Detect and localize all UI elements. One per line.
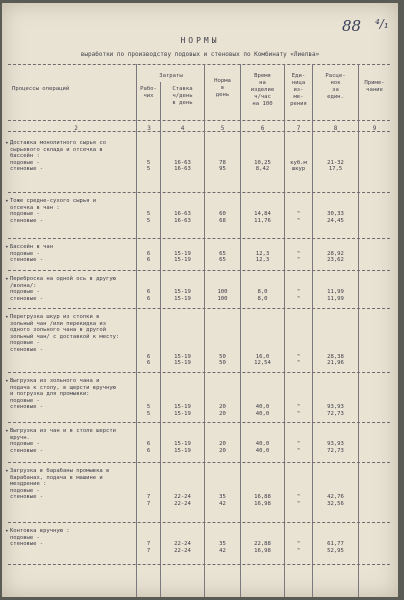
row-workers: 6 6 xyxy=(146,353,151,367)
row-operation: Выгрузка из чан и в столе шерсти вручн. подовые - стеновые - xyxy=(10,428,116,454)
row-norm: 20 20 xyxy=(219,404,226,417)
row-operation: Бассейн в чан подовые - стеновые - xyxy=(10,244,54,264)
col-number: 6 xyxy=(260,125,265,132)
row-operation: Загрузка в барабаны промывка в барабанах, подача в машине и мездрение : подовые - стеновые - xyxy=(10,468,110,501)
row-unit: " " xyxy=(296,289,301,302)
row-workers: 6 6 xyxy=(146,441,151,454)
row-norm: 65 65 xyxy=(219,250,226,264)
row-rate: 22-24 22-24 xyxy=(174,494,191,507)
row-rate: 22-24 22-24 xyxy=(174,541,191,554)
row-unit: " " xyxy=(296,211,301,224)
folio-mark: ⁴/₁ xyxy=(375,17,389,31)
row-price: 42,76 32,56 xyxy=(327,494,344,507)
row-workers: 6 6 xyxy=(146,289,151,302)
page-subtitle: выработки по производству подовых и стеновых по Комбинату «Лиелва» xyxy=(80,51,320,58)
row-workers: 5 5 xyxy=(146,211,151,224)
row-operation: Перегрузка шкур из стопки в зольный чан /или перекидка из одного зольного чана в другой зольный чан/ с доставкой к месту: подовые - стеновые - xyxy=(10,314,120,353)
document-sheet xyxy=(2,3,398,597)
row-rate: 15-19 15-19 xyxy=(174,250,191,264)
row-norm: 35 42 xyxy=(219,494,226,507)
header-unit: Еди- ница из- ме- рения xyxy=(290,73,307,107)
header-rate: Ставка ч/день в день xyxy=(172,86,193,106)
row-rule xyxy=(8,522,390,523)
row-bullet: • xyxy=(5,428,9,435)
col-number: 9 xyxy=(372,125,377,132)
row-time: 16,0 12,54 xyxy=(254,353,271,367)
header-time: Время на изделие ч/час на 100 xyxy=(250,73,275,107)
row-rate: 16-63 16-63 xyxy=(174,211,191,224)
row-workers: 7 7 xyxy=(146,494,151,507)
row-unit: " " xyxy=(296,353,301,367)
row-bullet: • xyxy=(5,198,9,205)
col-number: 7 xyxy=(296,125,301,132)
row-rate: 15-19 15-19 xyxy=(174,289,191,302)
row-norm: 20 20 xyxy=(219,441,226,454)
page-title: НОРМЫ xyxy=(180,36,220,45)
row-time: 8,0 8,0 xyxy=(257,289,268,302)
row-price: 30,33 24,45 xyxy=(327,211,344,224)
header-group-norms: Затраты xyxy=(159,73,183,79)
row-bullet: • xyxy=(5,314,9,321)
row-operation: Тоже средне-сухого сырья и отсечка в чан : подовые - стеновые - xyxy=(10,198,97,224)
row-operation: Контовка вручную : подовые - стеновые - xyxy=(10,528,70,548)
row-norm: 100 100 xyxy=(217,289,228,302)
row-price: 21-32 17,5 xyxy=(327,159,344,173)
row-price: 28,92 23,62 xyxy=(327,250,344,264)
row-bullet: • xyxy=(5,244,9,251)
row-rule xyxy=(8,308,390,309)
row-norm: 35 42 xyxy=(219,541,226,554)
col-number: 5 xyxy=(220,125,225,132)
row-workers: 6 6 xyxy=(146,250,151,264)
row-bullet: • xyxy=(5,468,9,475)
row-unit: " " xyxy=(296,404,301,417)
row-rule xyxy=(8,192,390,193)
row-operation: Доставка монолитного сырья со сырьевого склада и отсечка в бассейн : подовые - стеновые - xyxy=(10,140,107,173)
col-number: 4 xyxy=(180,125,185,132)
row-time: 10,25 8,42 xyxy=(254,159,271,173)
row-rule xyxy=(8,238,390,239)
row-rule xyxy=(8,270,390,271)
row-time: 14,84 11,76 xyxy=(254,211,271,224)
header-operations: Процессы операций xyxy=(12,86,70,92)
row-rule xyxy=(8,564,390,565)
table-rule-top xyxy=(8,64,390,65)
row-bullet: • xyxy=(5,378,9,385)
row-time: 16,88 16,98 xyxy=(254,494,271,507)
row-unit: " " xyxy=(296,250,301,264)
header-note: Приме- чание xyxy=(364,80,385,93)
row-norm: 78 95 xyxy=(219,159,226,173)
row-unit: " " xyxy=(296,494,301,507)
row-workers: 5 5 xyxy=(146,159,151,173)
row-price: 11,99 11,99 xyxy=(327,289,344,302)
row-rate: 15-19 15-19 xyxy=(174,441,191,454)
row-rule xyxy=(8,372,390,373)
col-number: 2 xyxy=(74,125,78,132)
row-rule xyxy=(8,422,390,423)
row-time: 22,88 16,98 xyxy=(254,541,271,554)
row-operation: Выгрузка из зольного чана и подача к столу, в щерсти вручную и погрузка для промывки: подовые - стеновые - xyxy=(10,378,116,411)
row-price: 93,93 72,73 xyxy=(327,441,344,454)
row-unit: " " xyxy=(296,441,301,454)
row-rule xyxy=(8,462,390,463)
row-bullet: • xyxy=(5,528,9,535)
row-price: 61,77 52,95 xyxy=(327,541,344,554)
row-unit: куб.м шкур xyxy=(290,159,307,173)
norms-table xyxy=(5,64,390,597)
row-norm: 50 50 xyxy=(219,353,226,367)
row-rate: 15-19 15-19 xyxy=(174,353,191,367)
row-operation: Переброска на одной ось в другую /волна/: подовые - стеновые - xyxy=(10,276,116,302)
row-rate: 16-63 16-63 xyxy=(174,159,191,173)
header-price: Расце- нок за един. xyxy=(325,73,346,100)
row-unit: " " xyxy=(296,541,301,554)
header-norm: Норма в день xyxy=(214,78,231,98)
col-number: 3 xyxy=(147,125,151,132)
header-workers: Рабо- чих xyxy=(140,86,157,99)
table-rule-header xyxy=(8,120,390,121)
row-workers: 5 5 xyxy=(146,404,151,417)
row-price: 28,38 21,96 xyxy=(327,353,344,367)
row-time: 40,0 40,0 xyxy=(255,441,270,454)
row-norm: 60 68 xyxy=(219,211,226,224)
folio-number: 88 xyxy=(342,17,362,35)
row-rate: 15-19 15-19 xyxy=(174,404,191,417)
row-bullet: • xyxy=(5,140,9,147)
row-workers: 7 7 xyxy=(146,541,151,554)
col-divider xyxy=(358,64,359,597)
row-price: 93,93 72,73 xyxy=(327,404,344,417)
row-bullet: • xyxy=(5,276,9,283)
row-time: 12,3 12,3 xyxy=(255,250,270,264)
col-number: 8 xyxy=(333,125,338,132)
row-time: 40,0 40,0 xyxy=(255,404,270,417)
